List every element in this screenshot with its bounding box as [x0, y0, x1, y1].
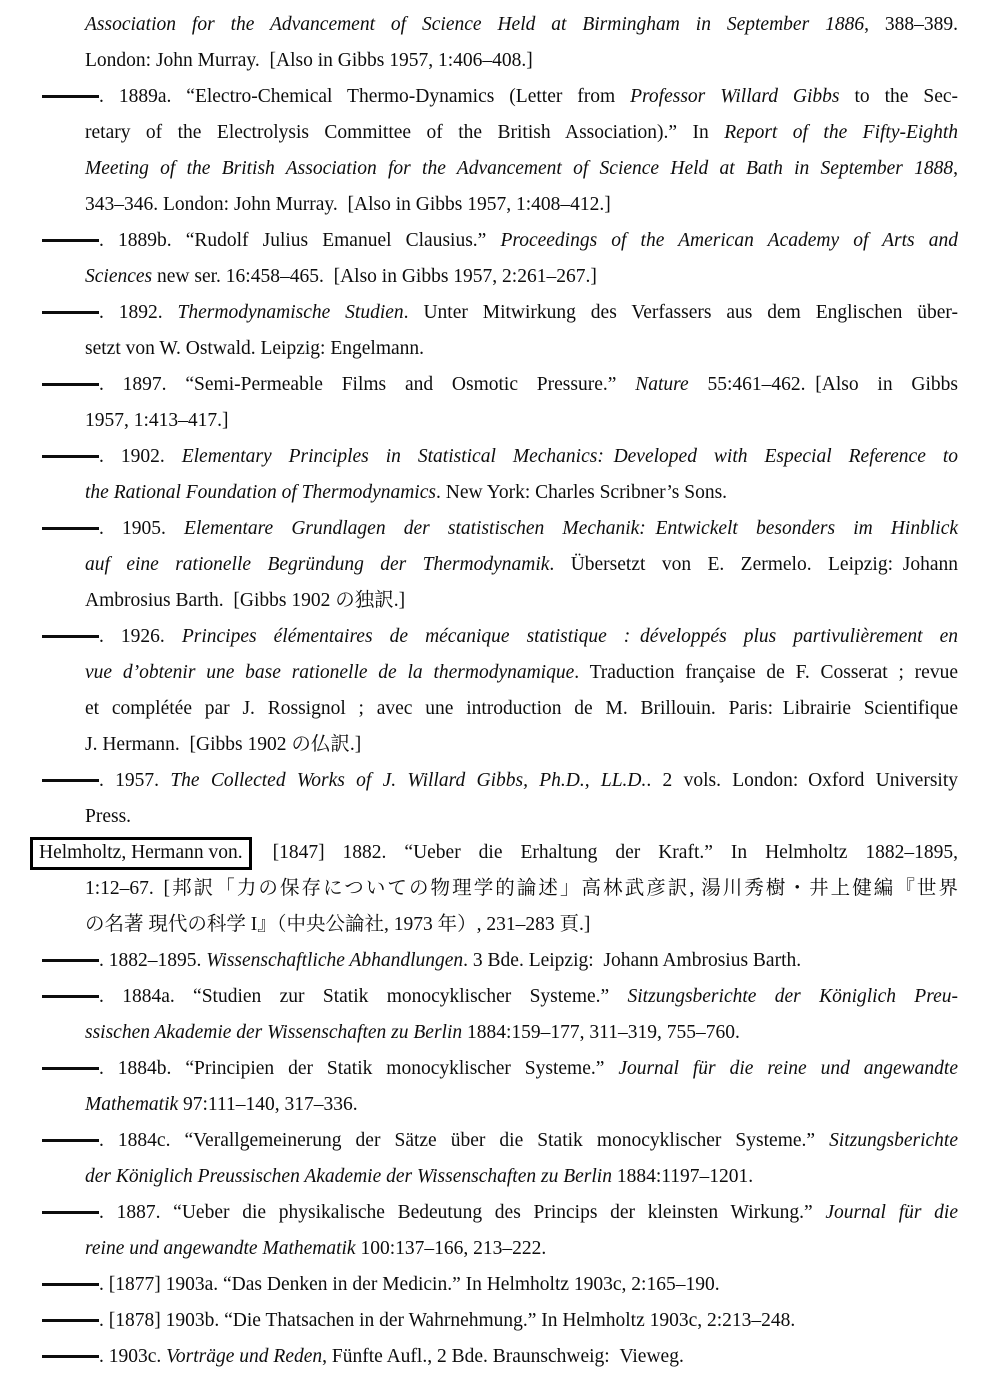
entry-text-segment: 55:461–462. [Also in Gibbs	[688, 374, 958, 395]
same-author-dash	[42, 239, 99, 242]
boxed-author-name-annotation: Helmholtz, Hermann von.	[30, 837, 252, 870]
entry-text-segment: 1:12–67. [邦訳「力の保存についての物理学的論述」高林武彦訳, 湯川秀樹・井上健編『世界	[85, 878, 958, 899]
same-author-dash	[42, 95, 99, 98]
bibliography-entry	[0, 7, 1004, 79]
entry-text-segment: Sciences	[85, 266, 153, 287]
entry-line	[0, 547, 1004, 583]
same-author-dash	[42, 995, 99, 998]
entry-line	[0, 1195, 1004, 1231]
bibliography	[0, 7, 1004, 1375]
entry-text-segment: , 388–389.	[864, 14, 958, 35]
entry-text-segment: 1957, 1:413–417.]	[85, 410, 229, 431]
entry-text-segment: auf eine rationelle Begründung der Thermodynamik	[85, 554, 550, 575]
entry-line	[0, 295, 1004, 331]
entry-text-segment: Wissenschaftliche Abhandlungen	[206, 950, 464, 971]
entry-text-segment: to the Sec-	[839, 86, 959, 107]
entry-line	[0, 115, 1004, 151]
entry-text-segment: Report of the Fifty-Eighth	[724, 122, 958, 143]
entry-text-segment: retary of the Electrolysis Committee of the British Association).” In	[85, 122, 725, 143]
entry-text-segment: の名著 現代の科学 I』（中央公論社, 1973 年）, 231–283 頁.]	[85, 914, 591, 935]
entry-line	[0, 691, 1004, 727]
same-author-dash	[42, 311, 99, 314]
bibliography-entry	[0, 367, 1004, 439]
entry-text-segment: . Unter Mitwirkung des Verfassers aus dem Englischen über-	[403, 302, 959, 323]
entry-text-segment: London: John Murray. [Also in Gibbs 1957, 1:406–408.]	[85, 50, 533, 71]
bibliography-entry	[0, 763, 1004, 835]
entry-text-segment: setzt von W. Ostwald. Leipzig: Engelmann.	[85, 338, 425, 359]
same-author-dash	[42, 1355, 99, 1358]
same-author-dash	[42, 1211, 99, 1214]
same-author-dash	[42, 779, 99, 782]
entry-text-segment: , Fünfte Aufl., 2 Bde. Braunschweig: Vieweg.	[322, 1346, 684, 1367]
entry-text-segment: . 1905.	[99, 518, 185, 539]
entry-line	[0, 1231, 1004, 1267]
entry-text-segment: new ser. 16:458–465. [Also in Gibbs 1957, 2:261–267.]	[152, 266, 597, 287]
entry-text-segment: . New York: Charles Scribner’s Sons.	[435, 482, 728, 503]
entry-line	[0, 511, 1004, 547]
entry-text-segment: Mathematik	[85, 1094, 179, 1115]
bibliography-entry	[0, 1195, 1004, 1267]
entry-line	[0, 655, 1004, 691]
entry-text-segment: . [1877] 1903a. “Das Denken in der Medicin.” In Helmholtz 1903c, 2:165–190.	[99, 1274, 720, 1295]
entry-text-segment: Nature	[635, 374, 689, 395]
entry-text-segment: 97:111–140, 317–336.	[178, 1094, 358, 1115]
same-author-dash	[42, 635, 99, 638]
entry-text-segment: . 1897. “Semi-Permeable Films and Osmotic Pressure.”	[99, 374, 636, 395]
same-author-dash	[42, 959, 99, 962]
entry-line	[0, 367, 1004, 403]
bibliography-entry	[0, 439, 1004, 511]
entry-line	[0, 907, 1004, 943]
bibliography-entry	[0, 1051, 1004, 1123]
entry-text-segment: Sitzungsberichte der Königlich Preu-	[627, 986, 958, 1007]
entry-text-segment: Journal für die reine und angewandte	[618, 1058, 958, 1079]
entry-line	[0, 1015, 1004, 1051]
entry-text-segment: et complétée par J. Rossignol ; avec une introduction de M. Brillouin. Paris: Librairie Scientifique	[85, 698, 958, 719]
entry-text-segment: . 2 vols. London: Oxford University	[646, 770, 959, 791]
entry-line	[0, 727, 1004, 763]
entry-text-segment: . 1887. “Ueber die physikalische Bedeutung des Princips der kleinsten Wirkung.”	[99, 1202, 826, 1223]
entry-text-segment: . [1878] 1903b. “Die Thatsachen in der Wahrnehmung.” In Helmholtz 1903c, 2:213–248.	[99, 1310, 796, 1331]
entry-line	[0, 331, 1004, 367]
entry-text-segment: J. Hermann. [Gibbs 1902 の仏訳.]	[85, 734, 362, 755]
entry-text-segment: . 1902.	[99, 446, 182, 467]
entry-text-segment: . 3 Bde. Leipzig: Johann Ambrosius Barth.	[463, 950, 802, 971]
same-author-dash	[42, 455, 99, 458]
entry-line	[0, 1267, 1004, 1303]
entry-text-segment: . Übersetzt von E. Zermelo. Leipzig: Johann	[549, 554, 958, 575]
entry-text-segment: . 1889b. “Rudolf Julius Emanuel Clausius.”	[99, 230, 501, 251]
bibliography-entry	[0, 1267, 1004, 1303]
entry-text-segment: Press.	[85, 806, 132, 827]
entry-text-segment: Principes élémentaires de mécanique statistique : développés plus partivulièrement en	[181, 626, 958, 647]
entry-text-segment: Journal für die	[825, 1202, 958, 1223]
bibliography-entry	[0, 979, 1004, 1051]
entry-line	[0, 1339, 1004, 1375]
entry-line	[0, 943, 1004, 979]
bibliography-entry	[0, 619, 1004, 763]
entry-text-segment: 1884:1197–1201.	[611, 1166, 754, 1187]
entry-text-segment: . 1884a. “Studien zur Statik monocyklischer Systeme.”	[99, 986, 628, 1007]
entry-line	[0, 403, 1004, 439]
entry-line	[0, 1123, 1004, 1159]
entry-line	[0, 1159, 1004, 1195]
entry-text-segment: der Königlich Preussischen Akademie der Wissenschaften zu Berlin	[85, 1166, 612, 1187]
entry-line	[0, 151, 1004, 187]
same-author-dash	[42, 383, 99, 386]
entry-text-segment: Association for the Advancement of Science Held at Birmingham in September 1886	[85, 14, 865, 35]
entry-text-segment: reine und angewandte Mathematik	[85, 1238, 356, 1259]
same-author-dash	[42, 1067, 99, 1070]
bibliography-entry	[0, 295, 1004, 367]
bibliography-entry	[0, 835, 1004, 943]
bibliography-entry	[0, 79, 1004, 223]
entry-text-segment: 343–346. London: John Murray. [Also in Gibbs 1957, 1:408–412.]	[85, 194, 611, 215]
entry-text-segment: ssischen Akademie der Wissenschaften zu Berlin	[85, 1022, 463, 1043]
bibliography-entry	[0, 943, 1004, 979]
entry-text-segment: Professor Willard Gibbs	[630, 86, 840, 107]
entry-text-segment: 1884:159–177, 311–319, 755–760.	[462, 1022, 740, 1043]
entry-text-segment: . 1889a. “Electro-Chemical Thermo-Dynamics (Letter from	[99, 86, 631, 107]
entry-line	[0, 79, 1004, 115]
entry-text-segment: Ambrosius Barth. [Gibbs 1902 の独訳.]	[85, 590, 406, 611]
entry-text-segment: 100:137–166, 213–222.	[355, 1238, 547, 1259]
entry-text-segment: . 1957.	[99, 770, 171, 791]
entry-line	[0, 1087, 1004, 1123]
entry-text-segment: . Traduction française de F. Cosserat ; revue	[574, 662, 958, 683]
entry-line	[0, 1051, 1004, 1087]
entry-text-segment: Meeting of the British Association for the Advancement of Science Held at Bath in September 1888	[85, 158, 954, 179]
entry-line	[0, 187, 1004, 223]
entry-line	[0, 619, 1004, 655]
entry-line	[0, 7, 1004, 43]
entry-line	[0, 439, 1004, 475]
entry-text-segment: . 1882–1895.	[99, 950, 207, 971]
entry-text-segment: vue d’obtenir une base rationelle de la thermodynamique	[85, 662, 575, 683]
entry-text-segment: . 1926.	[99, 626, 182, 647]
bibliography-entry	[0, 223, 1004, 295]
bibliography-entry	[0, 511, 1004, 619]
entry-text-segment: The Collected Works of J. Willard Gibbs, Ph.D., LL.D.	[170, 770, 647, 791]
bibliography-entry	[0, 1303, 1004, 1339]
same-author-dash	[42, 527, 99, 530]
entry-text-segment: ,	[953, 158, 958, 179]
entry-text-segment: Vorträge und Reden	[166, 1346, 323, 1367]
entry-line	[0, 835, 1004, 871]
entry-line	[0, 43, 1004, 79]
entry-line	[0, 979, 1004, 1015]
entry-text-segment: Sitzungsberichte	[829, 1130, 958, 1151]
same-author-dash	[42, 1139, 99, 1142]
bibliography-entry	[0, 1339, 1004, 1375]
entry-text-segment: Elementary Principles in Statistical Mechanics: Developed with Especial Reference to	[181, 446, 958, 467]
same-author-dash	[42, 1319, 99, 1322]
entry-line	[0, 763, 1004, 799]
entry-line	[0, 871, 1004, 907]
entry-text-segment: . 1892.	[99, 302, 178, 323]
entry-line	[0, 475, 1004, 511]
bibliography-entry	[0, 1123, 1004, 1195]
entry-text-segment: Proceedings of the American Academy of Arts and	[500, 230, 958, 251]
entry-text-segment: Thermodynamische Studien	[177, 302, 404, 323]
entry-text-segment: Elementare Grundlagen der statistischen Mechanik: Entwickelt besonders im Hinblick	[184, 518, 958, 539]
entry-line	[0, 223, 1004, 259]
same-author-dash	[42, 1283, 99, 1286]
entry-line	[0, 799, 1004, 835]
entry-line	[0, 259, 1004, 295]
entry-text-segment: [1847] 1882. “Ueber die Erhaltung der Kraft.” In Helmholtz 1882–1895,	[254, 842, 958, 863]
entry-text-segment: . 1884c. “Verallgemeinerung der Sätze über die Statik monocyklischer Systeme.”	[99, 1130, 830, 1151]
entry-text-segment: . 1884b. “Principien der Statik monocyklischer Systeme.”	[99, 1058, 619, 1079]
entry-line	[0, 583, 1004, 619]
entry-text-segment: the Rational Foundation of Thermodynamics	[85, 482, 436, 503]
entry-line	[0, 1303, 1004, 1339]
entry-text-segment: . 1903c.	[99, 1346, 167, 1367]
